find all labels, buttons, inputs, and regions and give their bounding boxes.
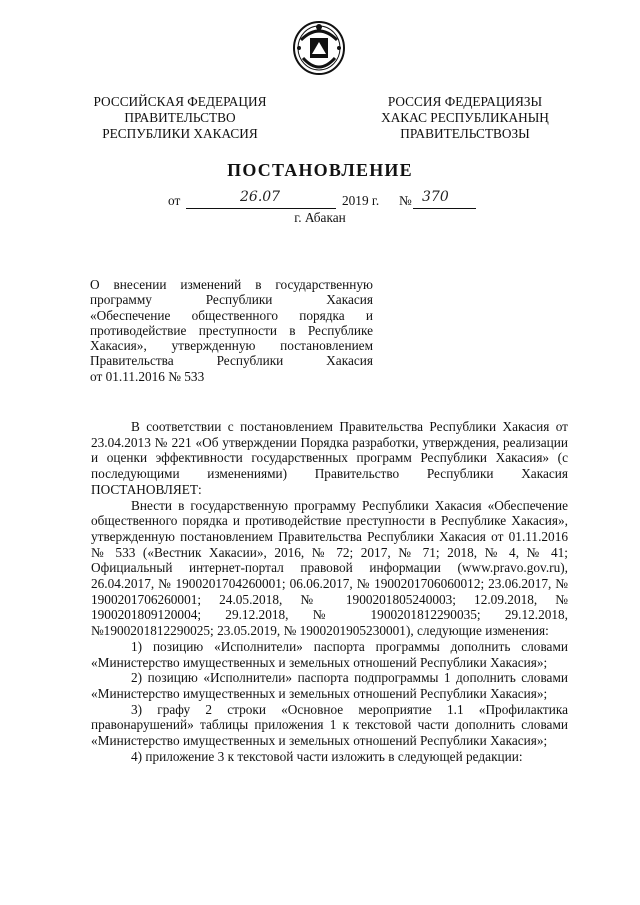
preamble-paragraph: В соответствии с постановлением Правительства Республики Хакасия от 23.04.2013 № 221 «Об утверждении Порядка разработки, утверждения, реализации и оценки эффективности государственных программ Республики Хакасия» (с последующими изменениями) Правительство Республики Хакасия ПОСТАНОВЛЯЕТ: [91, 419, 568, 497]
year-label: 2019 г. [342, 193, 380, 208]
list-item: 4) приложение 3 к текстовой части изложить в следующей редакции: [131, 748, 523, 764]
header-right-line: ПРАВИТЕЛЬСТВОЗЫ [400, 125, 530, 141]
header-left-line: РЕСПУБЛИКИ ХАКАСИЯ [102, 125, 258, 141]
list-item: 1) позицию «Исполнители» паспорта программы дополнить словами «Министерство имущественных и земельных отношений Республики Хакасия»; [91, 638, 568, 670]
subject-line: Правительства Республики Хакасия [90, 353, 373, 369]
date-underline [186, 208, 336, 209]
amendment-paragraph: Внести в государственную программу Республики Хакасия «Обеспечение общественного порядка и противодействие преступности в Республике Хакасия», утвержденную постановлением Правительства Республики Хакасия от 01.11.2016 № 533 («Вестник Хакасии», 2016, № 72; 2017, № 71; 2018, № 4, № 41; Официальный интернет-портал правовой информации (www.pravo.gov.ru), 26.04.2017, № 1900201704260001; 06.06.2017, № 1900201706060012; 23.06.2017, № 1900201706260001; 24.05.2018, № 1900201805240003; 12.09.2018, № 1900201809120004; 29.12.2018, № 1900201812290035; 29.12.2018, №1900201812290025; 23.05.2019, № 1900201905230001), следующие изменения: [91, 497, 568, 639]
city-label: г. Абакан [294, 210, 346, 225]
subject-line: от 01.11.2016 № 533 [90, 368, 205, 384]
number-underline [413, 208, 476, 209]
subject-line: противодействие преступности в Республике [90, 322, 373, 338]
header-right-block [362, 94, 568, 141]
handwritten-number: 370 [422, 189, 449, 205]
subject-block [90, 277, 373, 384]
subject-line: Хакасия», утвержденную постановлением [90, 338, 373, 354]
header-right-line: РОССИЯ ФЕДЕРАЦИЯЗЫ [387, 94, 543, 109]
subject-line: О внесении изменений в государственную [90, 277, 373, 292]
from-label: от [168, 193, 181, 208]
header-left-block [82, 94, 278, 141]
header-left-line: РОССИЙСКАЯ ФЕДЕРАЦИЯ [93, 94, 267, 109]
header-left-line: ПРАВИТЕЛЬСТВО [124, 109, 236, 125]
coat-of-arms-emblem [291, 18, 347, 76]
list-item: 2) позицию «Исполнители» паспорта подпрограммы 1 дополнить словами «Министерство имущественных и земельных отношений Республики Хакасия»; [91, 670, 568, 701]
subject-line: программу Республики Хакасия [90, 292, 373, 308]
subject-line: «Обеспечение общественного порядка и [90, 307, 373, 323]
handwritten-date: 26.07 [240, 189, 281, 205]
header-right-line: ХАКАС РЕСПУБЛИКАНЫҢ [381, 109, 549, 125]
document-body [91, 419, 568, 764]
list-item: 3) графу 2 строки «Основное мероприятие 1.1 «Профилактика правонарушений» таблицы приложения 1 к текстовой части дополнить словами «Министерство имущественных и земельных отношений Республики Хакасия»; [91, 701, 568, 749]
document-title: ПОСТАНОВЛЕНИЕ [227, 160, 413, 180]
number-label: № [399, 193, 412, 208]
